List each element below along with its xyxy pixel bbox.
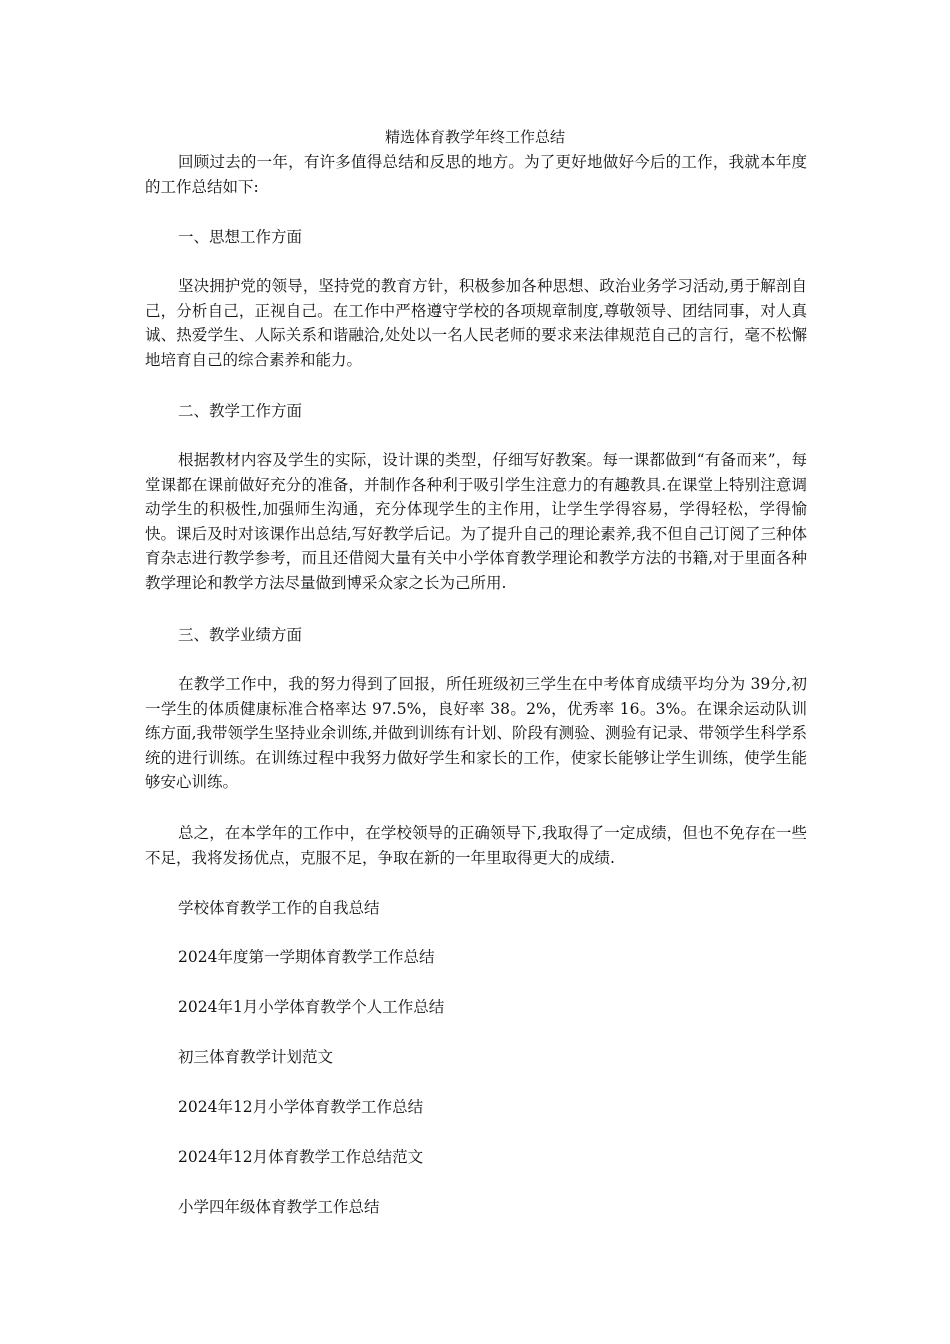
related-article-link[interactable]: 学校体育教学工作的自我总结 (178, 899, 380, 917)
related-article-link[interactable]: 2024年12月体育教学工作总结范文 (178, 1148, 424, 1166)
related-article-link[interactable]: 2024年度第一学期体育教学工作总结 (178, 948, 435, 966)
conclusion-paragraph: 总之，在本学年的工作中，在学校领导的正确领导下,我取得了一定成绩，但也不免存在一些不足，我将发扬优点，克服不足，争取在新的一年里取得更大的成绩. (145, 824, 807, 867)
related-article-link[interactable]: 2024年12月小学体育教学工作总结 (178, 1098, 424, 1116)
section-body-results: 在教学工作中，我的努力得到了回报，所任班级初三学生在中考体育成绩平均分为 39分,初一学生的体质健康标准合格率达 97.5%，良好率 38。2%，优秀率 16。3%。在课余运动队训练方面,我带领学生坚持业余训练,并做到训练有计划、阶段有测验、测验有记录、带领学生科学系统的进行训练。在训练过程中我努力做好学生和家长的工作，使家长能够让学生训练，使学生能够安心训练。 (145, 675, 807, 791)
document-title: 精选体育教学年终工作总结 (384, 128, 565, 146)
section-body-thought: 坚决拥护党的领导，坚持党的教育方针，积极参加各种思想、政治业务学习活动,勇于解剖自己，分析自己，正视自己。在工作中严格遵守学校的各项规章制度,尊敬领导、团结同事，对人真诚、热爱学生、人际关系和谐融洽,处处以一名人民老师的要求来法律规范自己的言行，毫不松懈地培育自己的综合素养和能力。 (145, 277, 807, 369)
section-heading-thought: 一、思想工作方面 (178, 228, 303, 246)
related-article-link[interactable]: 2024年1月小学体育教学个人工作总结 (178, 998, 445, 1016)
intro-paragraph: 回顾过去的一年，有许多值得总结和反思的地方。为了更好地做好今后的工作，我就本年度的工作总结如下: (145, 153, 807, 196)
related-article-link[interactable]: 小学四年级体育教学工作总结 (178, 1198, 380, 1216)
section-heading-teaching: 二、教学工作方面 (178, 402, 303, 420)
section-heading-results: 三、教学业绩方面 (178, 626, 303, 644)
section-body-teaching: 根据教材内容及学生的实际，设计课的类型，仔细写好教案。每一课都做到“有备而来”，每堂课都在课前做好充分的准备，并制作各种利于吸引学生注意力的有趣教具.在课堂上特别注意调动学生的积极性,加强师生沟通，充分体现学生的主作用，让学生学得容易，学得轻松，学得愉快。课后及时对该课作出总结,写好教学后记。为了提升自己的理论素养,我不但自己订阅了三种体育杂志进行教学参考，而且还借阅大量有关中小学体育教学理论和教学方法的书籍,对于里面各种教学理论和教学方法尽量做到博采众家之长为己所用. (145, 451, 807, 592)
related-article-link[interactable]: 初三体育教学计划范文 (178, 1048, 334, 1066)
